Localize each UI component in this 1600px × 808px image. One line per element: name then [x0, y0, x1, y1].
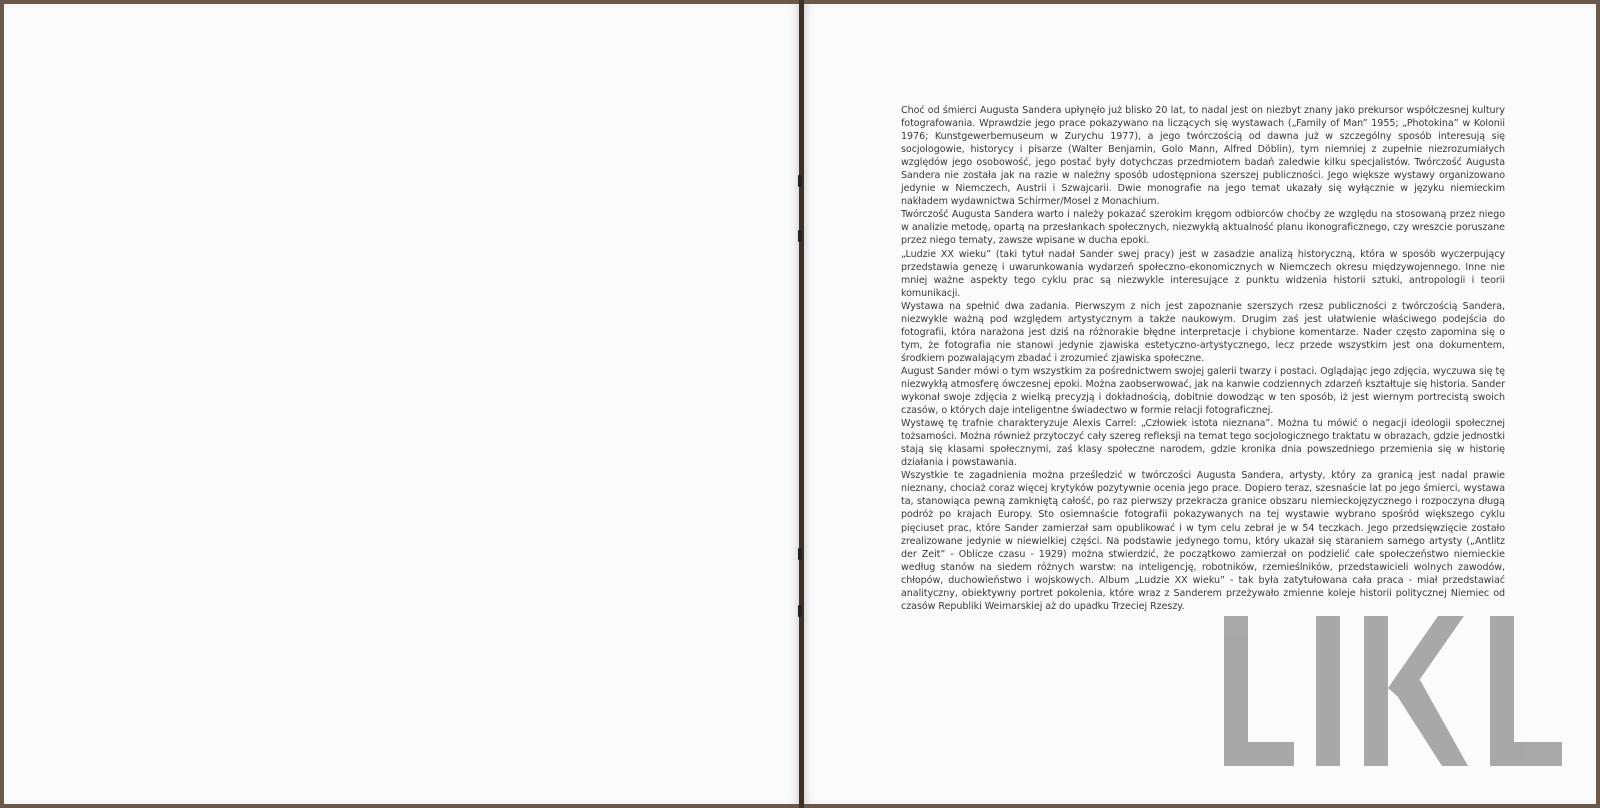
staple-mark: [798, 175, 802, 187]
paragraph: August Sander mówi o tym wszystkim za pośrednictwem swojej galerii twarzy i postaci. Oglądając jego zdjęcia, wyczuwa się tę niezwykłą atmosferę ówczesnej epoki. Można zaobserwować, jak na kanwie codziennych zdarzeń kształtuje się historia. Sander wykonał swoje zdjęcia z wielką precyzją i dokładnością, dobitnie dowodząc w ten sposób, iż jest wiernym portrecistą swoich czasów, o których daje inteligentne świadectwo w formie relacji fotograficznej.: [901, 365, 1505, 417]
paragraph: Wystawa na spełnić dwa zadania. Pierwszym z nich jest zapoznanie szerszych rzesz publiczności z twórczością Sandera, niezwykle ważną pod względem artystycznym a także naukowym. Drugim zaś jest ułatwienie właściwego podejścia do fotografii, która narażona jest dziś na różnorakie błędne interpretacje i chybione komentarze. Nader często zapomina się o tym, że fotografia nie stanowi jedynie zjawiska estetyczno-artystycznego, lecz przede wszystkim jest ona dokumentem, środkiem pozwalającym zbadać i zrozumieć zjawiska społeczne.: [901, 300, 1505, 364]
staple-mark: [798, 230, 802, 242]
paragraph: Twórczość Augusta Sandera warto i należy pokazać szerokim kręgom odbiorców choćby ze względu na stosowaną przez niego w analizie metodę, opartą na przesłankach społecznych, niezwykłą aktualność planu ikonograficznego, czy wreszcie poruszane przez niego tematy, zawsze wpisane w ducha epoki.: [901, 209, 1505, 247]
paragraph: „Ludzie XX wieku” (taki tytuł nadał Sander swej pracy) jest w zasadzie analizą historyczną, która w sposób wyczerpujący przedstawia genezę i uwarunkowania wydarzeń społeczno-ekonomicznych w Niemczech okresu międzywojennego. Inne nie mniej ważne aspekty tego cyklu prac są niezwykle interesujące z punktu widzenia historii sztuki, antropologii i teorii komunikacji.: [901, 248, 1505, 299]
left-page-blank: [4, 4, 799, 804]
paragraph: Wystawę tę trafnie charakteryzuje Alexis Carrel: „Człowiek istota nieznana”. Można tu mówić o negacji ideologii społecznej tożsamości. Można również przytoczyć cały szereg refleksji na temat tego socjologicznego traktatu w obrazach, gdzie jednostki stają się klasami społecznymi, zaś klasy społeczne narodem, gdzie kronika dnia powszedniego przemienia się w historię działania i powstawania.: [901, 418, 1505, 469]
paragraph: Wszystkie te zagadnienia można prześledzić w twórczości Augusta Sandera, artysty, który za granicą jest nadal prawie nieznany, chociaż coraz więcej krytyków pozytywnie ocenia jego prace. Dopiero teraz, szesnaście lat po jego śmierci, wystawa ta, stanowiąca pewną zamkniętą całość, po raz pierwszy przekracza granice obszaru niemieckojęzycznego i rozpoczyna długą podróż po krajach Europy. Sto osiemnaście fotografii pokazywanych na tej wystawie wybrano spośród większego cyklu pięciuset prac, które Sander zamierzał sam opublikować i w tym celu zebrał je w 54 teczkach. Jego przedsięwzięcie zostało zrealizowane jedynie w niewielkiej części. Na podstawie jedynego tomu, który ukazał się staraniem samego artysty („Antlitz der Zeit” - Oblicze czasu - 1929) można stwierdzić, że początkowo zamierzał on podzielić całe społeczeństwo niemieckie według stanów na siedem różnych warstw: na inteligencję, robotników, rzemieślników, przedstawicieli wolnych zawodów, chłopów, duchowieństwo i wojskowych. Album „Ludzie XX wieku” - tak była zatytułowana cała praca - miał przedstawiać analityczny, obiektywny portret pokolenia, które wraz z Sanderem przeżywało zmienne koleje historii politycznej Niemiec od czasów Republiki Weimarskiej aż do upadku Trzeciej Rzeszy.: [901, 470, 1505, 612]
right-page: [804, 4, 1596, 804]
body-text: [901, 104, 1505, 613]
paragraph: Choć od śmierci Augusta Sandera upłynęło już blisko 20 lat, to nadal jest on niezbyt znany jako prekursor współczesnej kultury fotografowania. Wprawdzie jego prace pokazywano na liczących się wystawach („Family of Man” 1955; „Photokina” w Kolonii 1976; Kunstgewerbemuseum w Zurychu 1977), a jego twórczością od dawna już w szczególny sposób interesują się socjologowie, historycy i pisarze (Walter Benjamin, Golo Mann, Alfred Döblin), tym niemniej z zupełnie niezrozumiałych względów jego osobowość, jego postać były dotychczas przedmiotem badań zaledwie kilku specjalistów. Twórczość Augusta Sandera nie została jak na razie w należny sposób udostępniona szerszej publiczności. Jego większe wystawy organizowano jedynie w Niemczech, Austrii i Szwajcarii. Dwie monografie na jego temat ukazały się wyłącznie w języku niemieckim nakładem wydawnictwa Schirmer/Mosel z Monachium.: [901, 105, 1505, 208]
staple-mark: [798, 605, 802, 617]
staple-mark: [798, 548, 802, 560]
library-watermark: [1224, 616, 1564, 766]
